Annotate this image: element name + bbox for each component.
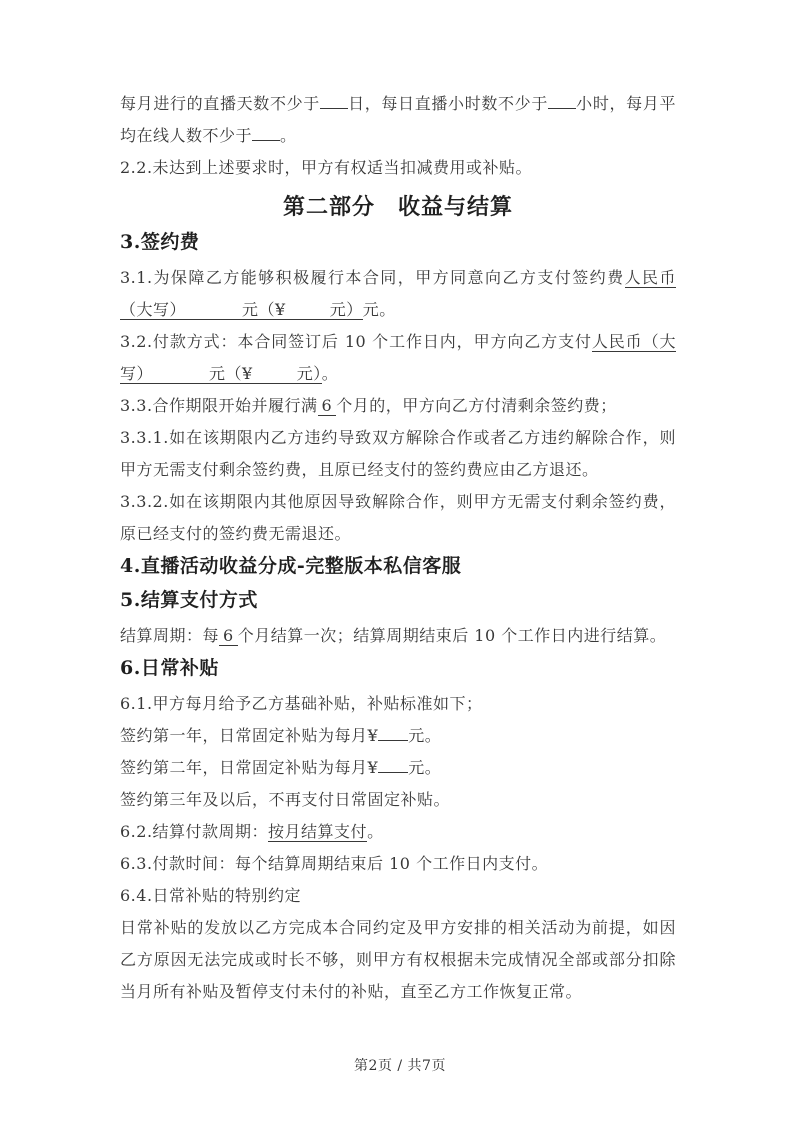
clause-3-3-2: 3.3.2.如在该期限内其他原因导致解除合作，则甲方无需支付剩余签约费，原已经支付的签约费无需退还。 — [120, 492, 676, 543]
clause-2-2: 2.2.未达到上述要求时，甲方有权适当扣减费用或补贴。 — [120, 158, 533, 177]
clause-3-3 — [120, 390, 676, 422]
part-2-title: 第二部分 收益与结算 — [282, 194, 513, 220]
blank-underline — [186, 299, 242, 315]
clause-5-settlement-cycle — [120, 620, 676, 652]
heading-3-signing-fee: 3.签约费 — [120, 231, 200, 253]
clause-text: 日，每日直播小时数不少于 — [347, 94, 548, 113]
blank-underline — [320, 92, 348, 109]
clause-6-4-title: 6.4.日常补贴的特别约定 — [120, 886, 302, 905]
clause-text: 结算周期：每 — [120, 626, 220, 645]
clause-text: 元。 — [362, 300, 396, 319]
clause-text: 元。 — [408, 758, 442, 777]
clause-3-3-1: 3.3.1.如在该期限内乙方违约导致双方解除合作或者乙方违约解除合作，则甲方无需支付剩余签约费，且原已经支付的签约费应由乙方退还。 — [120, 428, 676, 479]
clause-text: 元（¥ — [209, 364, 253, 383]
clause-text: 元） — [329, 300, 363, 319]
clause-text: 3.3.合作期限开始并履行满 — [120, 396, 318, 415]
heading-6-daily-subsidy: 6.日常补贴 — [120, 657, 219, 679]
clause-6-4-body: 日常补贴的发放以乙方完成本合同约定及甲方安排的相关活动为前提，如因乙方原因无法完成或时长不够，则甲方有权根据未完成情况全部或部分扣除当月所有补贴及暂停支付未付的补贴，直至乙方工作恢复正常。 — [120, 918, 676, 1001]
heading-4-revenue-share: 4.直播活动收益分成-完整版本私信客服 — [120, 555, 462, 577]
clause-text: 人民币（大写） — [120, 268, 676, 319]
clause-6-2 — [120, 816, 676, 848]
page-number-indicator: 第2页 / 共7页 — [354, 1058, 446, 1074]
clause-text: 个月结算一次；结算周期结束后 10 个工作日内进行结算。 — [237, 626, 667, 645]
blank-underline — [286, 299, 330, 315]
clause-text: 签约第一年，日常固定补贴为每月¥ — [120, 726, 379, 745]
blank-underline — [548, 92, 576, 109]
clause-6-3: 6.3.付款时间：每个结算周期结束后 10 个工作日内支付。 — [120, 854, 549, 873]
blank-underline — [252, 124, 280, 141]
blank-underline — [253, 363, 297, 379]
underlined-value: 6 — [219, 626, 238, 646]
clause-text: 元） — [296, 364, 322, 383]
blank-underline — [378, 724, 408, 741]
underlined-value: 按月结算支付 — [268, 822, 368, 841]
underlined-value: 6 — [318, 396, 337, 416]
clause-3-2 — [120, 326, 676, 390]
clause-text: 人民币（大写） — [120, 332, 676, 383]
clause-text: 小时，每月平均在线人数不少于 — [120, 94, 676, 145]
clause-text: 6.2.结算付款周期： — [120, 822, 269, 841]
blank-underline — [153, 363, 209, 379]
clause-text: 签约第二年，日常固定补贴为每月¥ — [120, 758, 379, 777]
clause-6-year1 — [120, 720, 676, 752]
clause-3-1 — [120, 262, 676, 326]
clause-text: 元。 — [408, 726, 442, 745]
clause-6-1: 6.1.甲方每月给予乙方基础补贴，补贴标准如下； — [120, 694, 483, 713]
blank-underline — [378, 756, 408, 773]
clause-text: 每月进行的直播天数不少于 — [120, 94, 320, 113]
clause-text: 3.1.为保障乙方能够积极履行本合同，甲方同意向乙方支付签约费 — [120, 268, 625, 287]
clause-6-year3: 签约第三年及以后，不再支付日常固定补贴。 — [120, 790, 451, 809]
clause-2-1-continuation — [120, 88, 676, 152]
heading-5-settlement-method: 5.结算支付方式 — [120, 589, 258, 611]
document-content — [120, 88, 676, 1008]
clause-text: 。 — [367, 822, 384, 841]
clause-text: 3.2.付款方式：本合同签订后 10 个工作日内，甲方向乙方支付 — [120, 332, 592, 351]
clause-6-year2 — [120, 752, 676, 784]
clause-text: 。 — [321, 364, 339, 383]
clause-text: 个月的，甲方向乙方付清剩余签约费； — [336, 396, 617, 415]
clause-text: 元（¥ — [242, 300, 286, 319]
clause-text: 。 — [280, 126, 297, 145]
